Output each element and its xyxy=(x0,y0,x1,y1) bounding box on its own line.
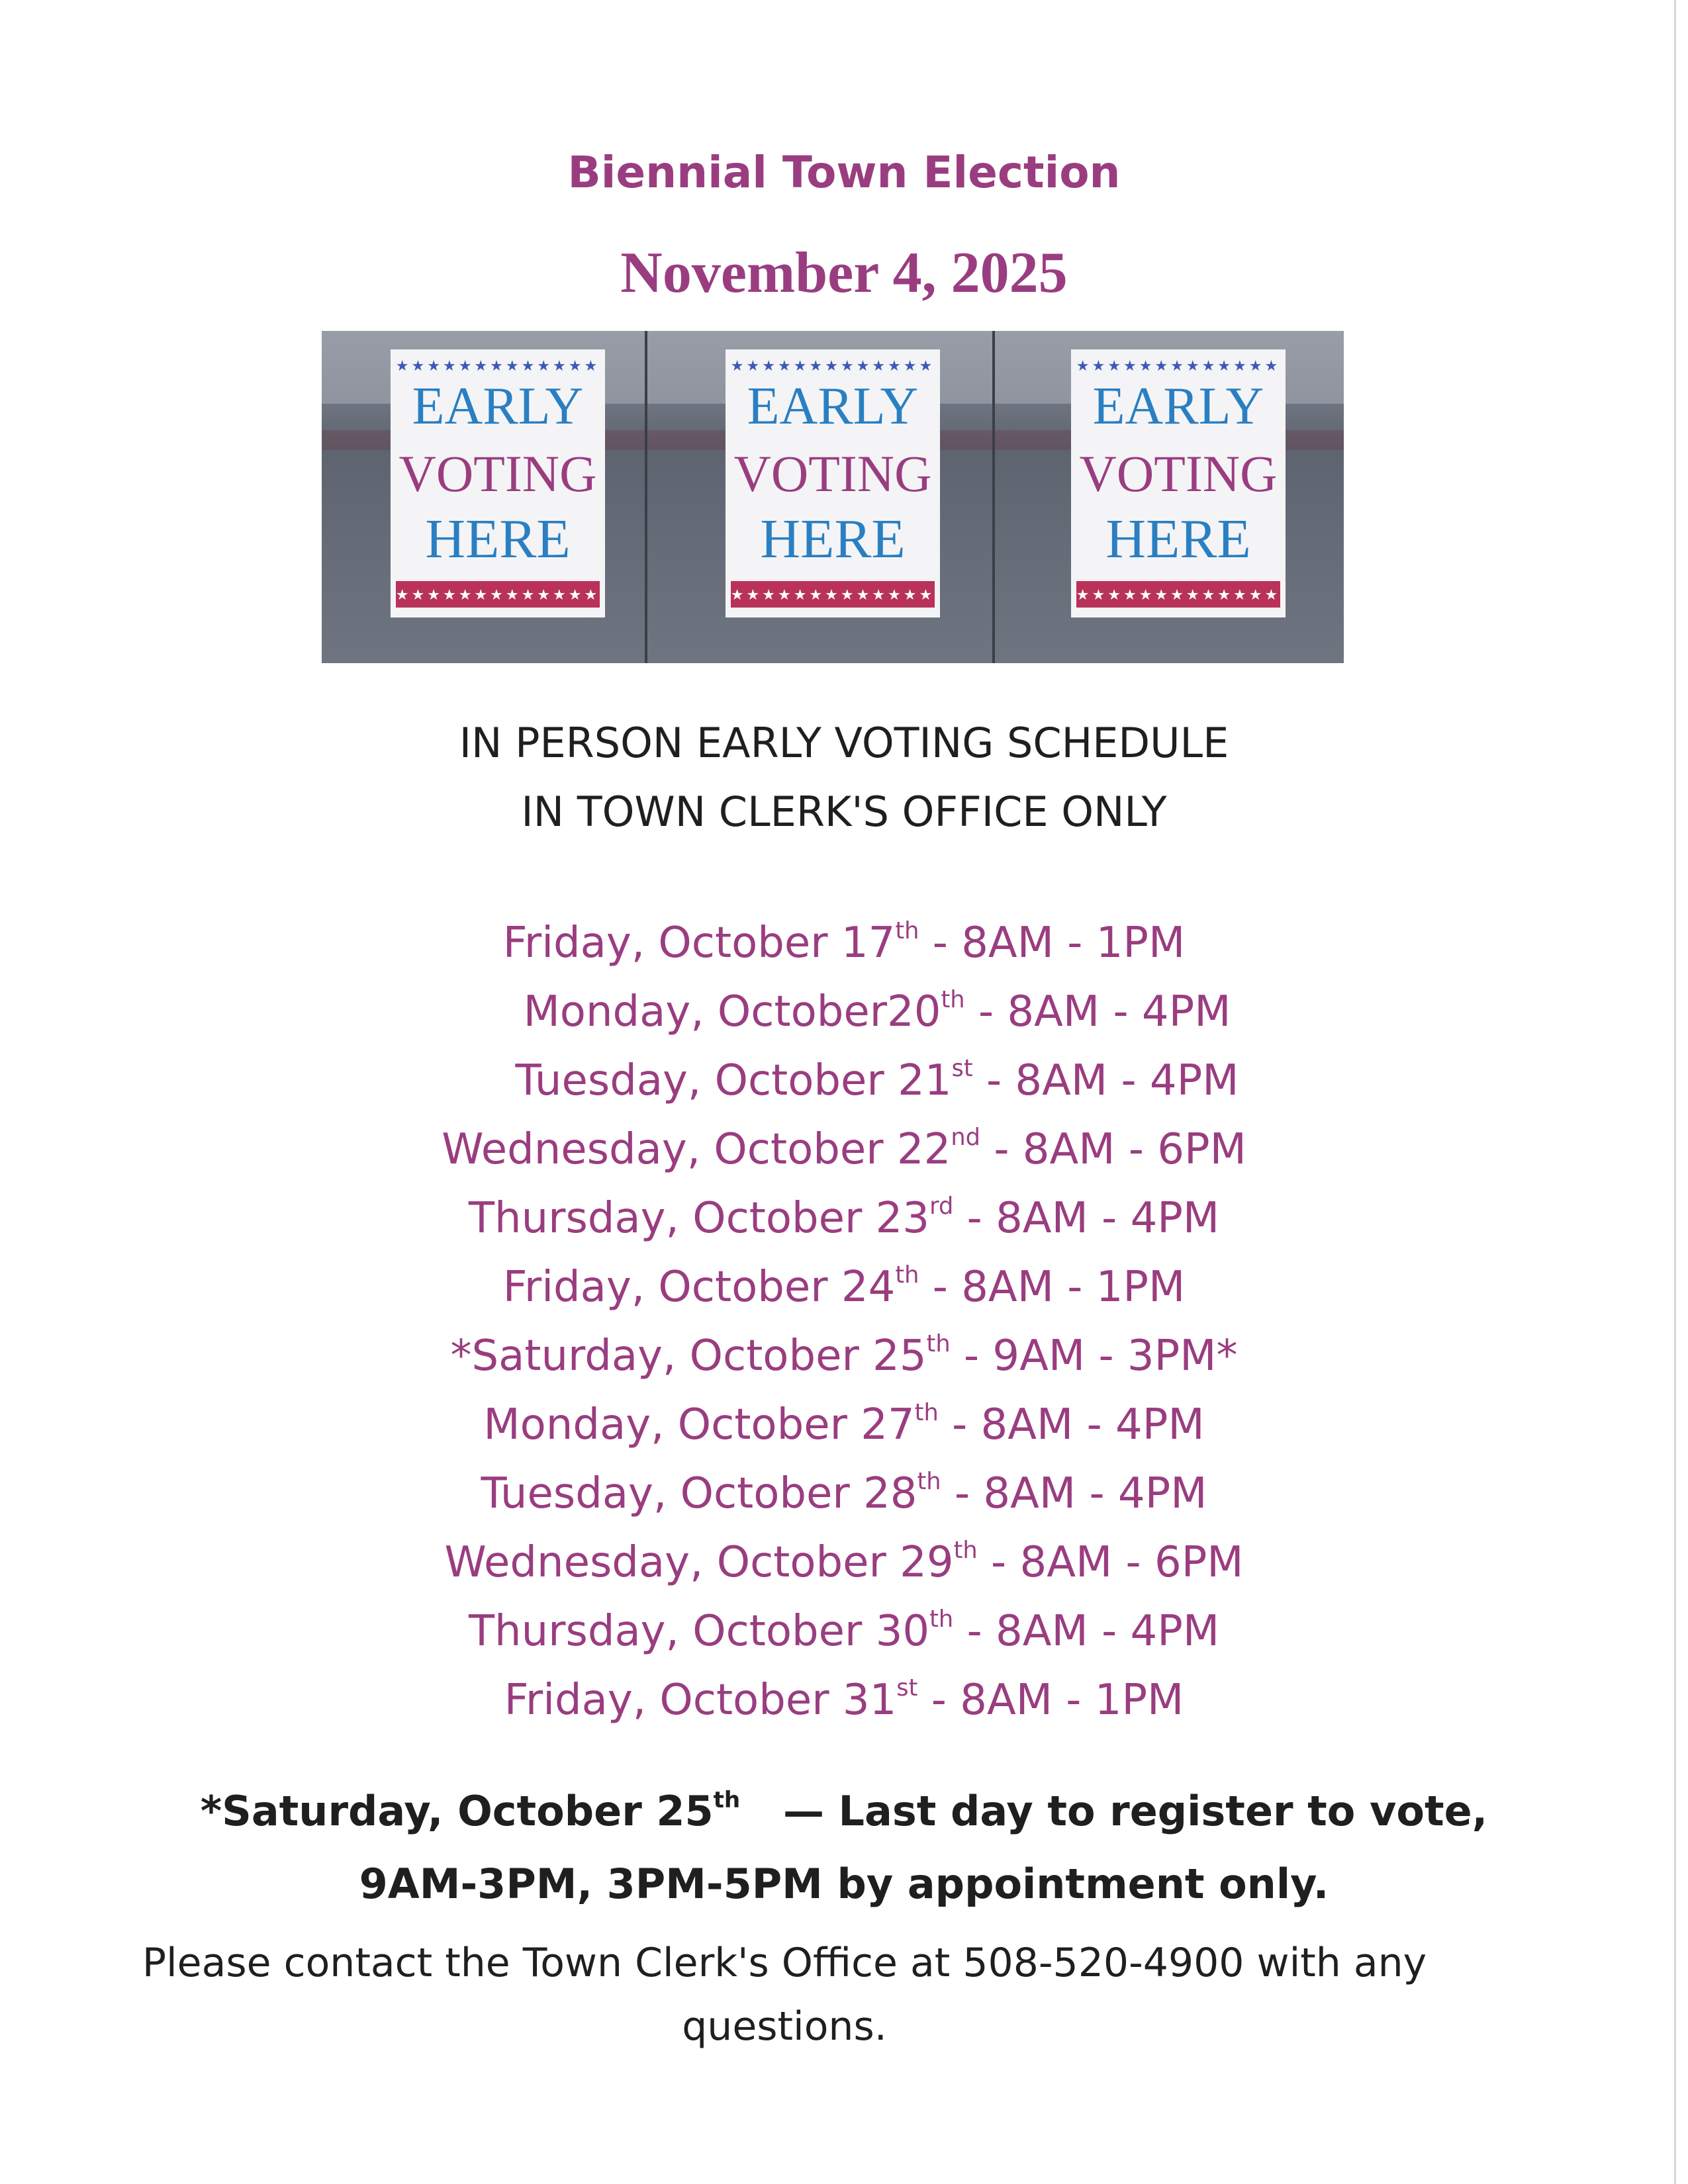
sign-1 xyxy=(391,349,605,617)
sign-2-line3: HERE xyxy=(760,508,906,570)
schedule-item: Thursday, October 30th - 8AM - 4PM xyxy=(468,1606,1220,1656)
schedule-item: *Saturday, October 25th - 9AM - 3PM* xyxy=(450,1330,1238,1381)
schedule-item: Wednesday, October 22nd - 8AM - 6PM xyxy=(442,1124,1246,1174)
schedule-item: Thursday, October 23rd - 8AM - 4PM xyxy=(468,1193,1220,1243)
sign-2-line2: VOTING xyxy=(733,445,932,502)
svg-text:★★★★★★★★★★★★★: ★★★★★★★★★★★★★ xyxy=(1076,358,1281,375)
sign-3-line1: EARLY xyxy=(1092,377,1264,435)
subheading-line-1: IN PERSON EARLY VOTING SCHEDULE xyxy=(459,719,1229,767)
schedule-item: Wednesday, October 29th - 8AM - 6PM xyxy=(444,1537,1244,1587)
svg-text:★★★★★★★★★★★★★: ★★★★★★★★★★★★★ xyxy=(730,358,935,375)
contact-info: Please contact the Town Clerk's Office at 508-520-4900 with any questions. xyxy=(142,1940,1427,2050)
registration-notice: *Saturday, October 25th — Last day to register to vote, xyxy=(200,1787,1488,1835)
schedule-item: Tuesday, October 28th - 8AM - 4PM xyxy=(481,1468,1207,1518)
early-voting-banner xyxy=(322,331,1344,663)
schedule-item: Friday, October 24th - 8AM - 1PM xyxy=(502,1261,1186,1312)
election-date: November 4, 2025 xyxy=(620,241,1068,305)
sign-1-line3: HERE xyxy=(425,508,571,570)
svg-text:★★★★★★★★★★★★★: ★★★★★★★★★★★★★ xyxy=(395,587,600,604)
sign-1-line1: EARLY xyxy=(412,377,584,435)
svg-text:★★★★★★★★★★★★★: ★★★★★★★★★★★★★ xyxy=(395,358,600,375)
sign-2-line1: EARLY xyxy=(747,377,919,435)
schedule-item: Friday, October 17th - 8AM - 1PM xyxy=(502,917,1186,968)
sign-3-line2: VOTING xyxy=(1079,445,1278,502)
sign-3 xyxy=(1071,349,1286,617)
svg-text:★★★★★★★★★★★★★: ★★★★★★★★★★★★★ xyxy=(730,587,935,604)
sign-2 xyxy=(726,349,940,617)
schedule-item: Monday, October 27th - 8AM - 4PM xyxy=(483,1399,1205,1449)
schedule-item: Monday, October20th - 8AM - 4PM xyxy=(523,986,1231,1036)
svg-text:★★★★★★★★★★★★★: ★★★★★★★★★★★★★ xyxy=(1076,587,1281,604)
schedule-item: Friday, October 31st - 8AM - 1PM xyxy=(504,1674,1184,1725)
sign-1-line2: VOTING xyxy=(399,445,597,502)
schedule-item: Tuesday, October 21st - 8AM - 4PM xyxy=(515,1055,1239,1105)
sign-3-line3: HERE xyxy=(1105,508,1251,570)
page-title: Biennial Town Election xyxy=(567,147,1121,198)
registration-hours: 9AM-3PM, 3PM-5PM by appointment only. xyxy=(359,1860,1329,1908)
subheading-line-2: IN TOWN CLERK'S OFFICE ONLY xyxy=(521,788,1167,836)
